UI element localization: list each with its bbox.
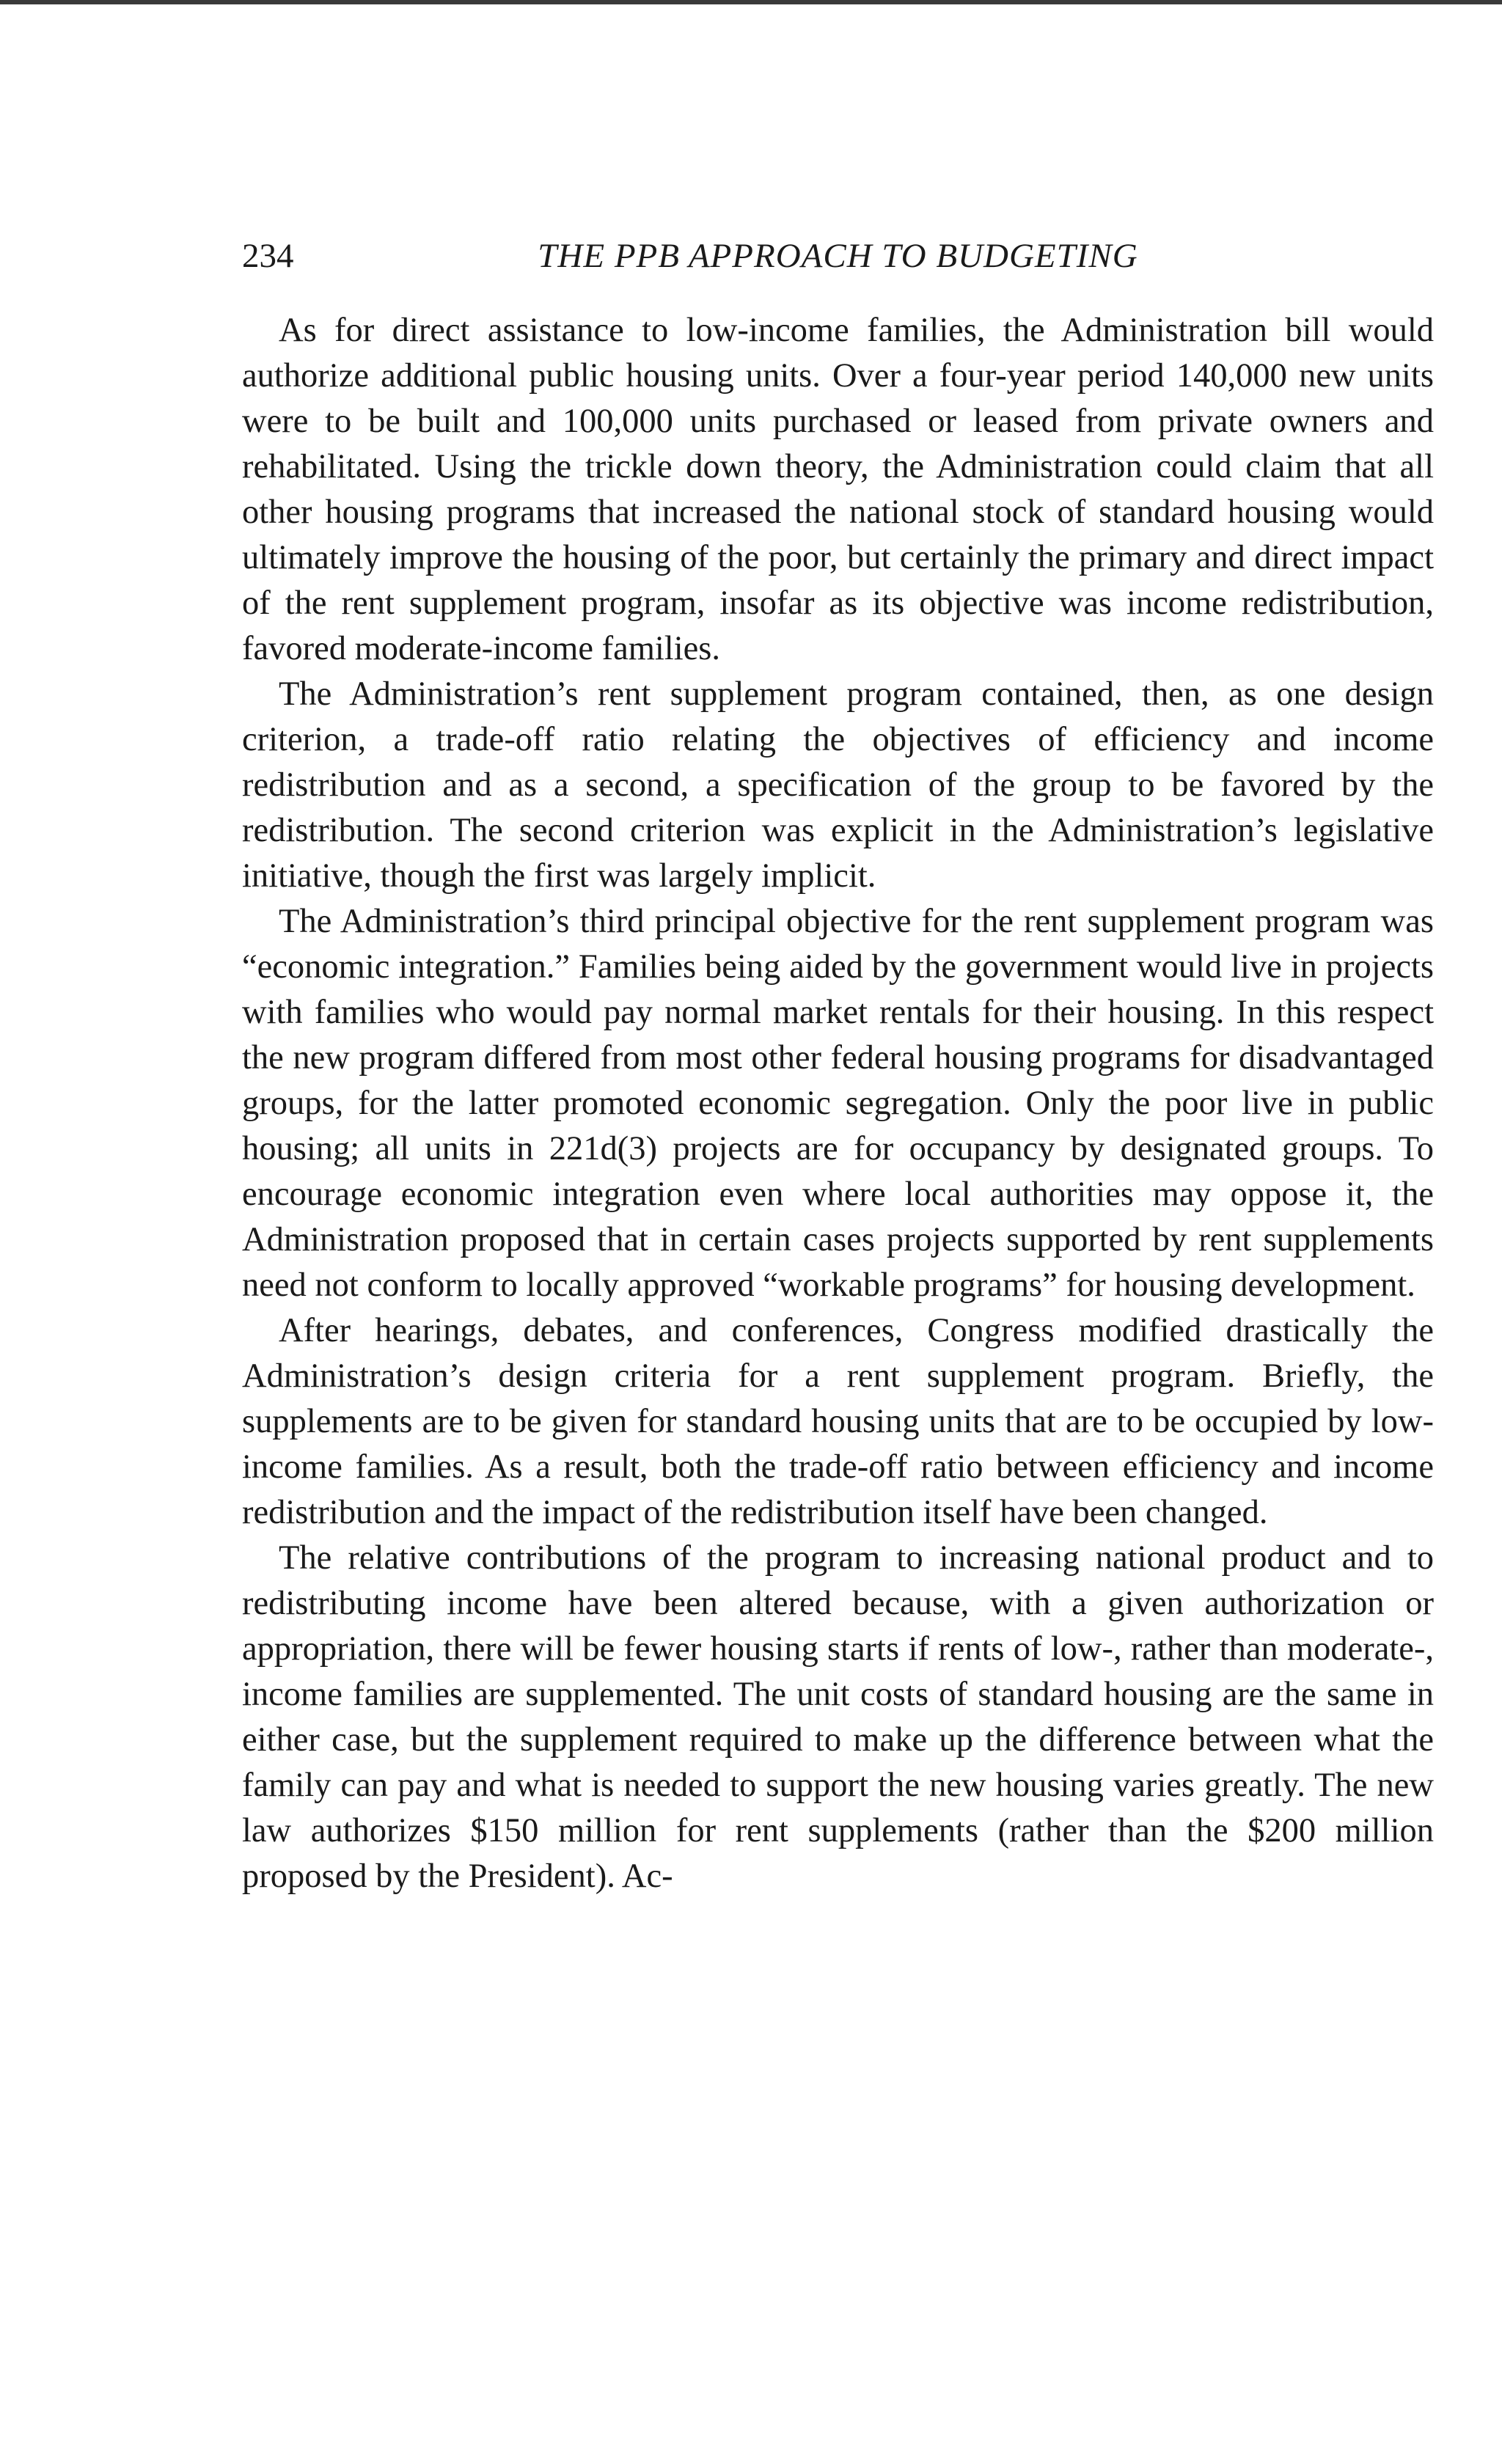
page-top-rule <box>0 0 1502 4</box>
paragraph-5: The relative contributions of the program to increasing national product and to redistributing income have been altered because, with a given authorization or appropriation, there will be fewer housing starts if rents of low-, rather than moderate-, income families are supplemented. The unit costs of standard housing are the same in either case, but the supplement required to make up the difference between what the family can pay and what is needed to support the new housing varies greatly. The new law authorizes $150 million for rent supplements (rather than the $200 million proposed by the President). Ac- <box>242 1539 1434 1895</box>
running-head <box>242 233 1434 279</box>
paragraph-4: After hearings, debates, and conferences, Congress modified drastically the Administration’s design criteria for a rent supplement program. Briefly, the supplements are to be given for standard housing units that are to be occupied by low-income families. As a result, both the trade-off ratio between efficiency and income redistribution and the impact of the redistribution itself have been changed. <box>242 1312 1434 1531</box>
page-number: 234 <box>242 237 294 275</box>
body-text <box>242 308 1434 1899</box>
paragraph-2: The Administration’s rent supplement program contained, then, as one design criterion, a trade-off ratio relating the objectives of efficiency and income redistribution and as a second, a specification of the group to be favored by the redistribution. The second criterion was explicit in the Administration’s legislative initiative, though the first was largely implicit. <box>242 675 1434 895</box>
running-title: THE PPB APPROACH TO BUDGETING <box>538 237 1138 275</box>
paragraph-3: The Administration’s third principal objective for the rent supplement program was “economic integration.” Families being aided by the government would live in projects with families who would pay normal market rentals for their housing. In this respect the new program differed from most other federal housing programs for disadvantaged groups, for the latter promoted economic segregation. Only the poor live in public housing; all units in 221d(3) projects are for occupancy by designated groups. To encourage economic integration even where local authorities may oppose it, the Administration proposed that in certain cases projects supported by rent supplements need not conform to locally approved “workable programs” for housing development. <box>242 903 1434 1304</box>
book-page <box>242 233 1434 1899</box>
paragraph-1: As for direct assistance to low-income families, the Administration bill would authorize additional public housing units. Over a four-year period 140,000 new units were to be built and 100,000 units purchased or leased from private owners and rehabilitated. Using the trickle down theory, the Administration could claim that all other housing programs that increased the national stock of standard housing would ultimately improve the housing of the poor, but certainly the primary and direct impact of the rent supplement program, insofar as its objective was income redistribution, favored moderate-income families. <box>242 312 1434 667</box>
